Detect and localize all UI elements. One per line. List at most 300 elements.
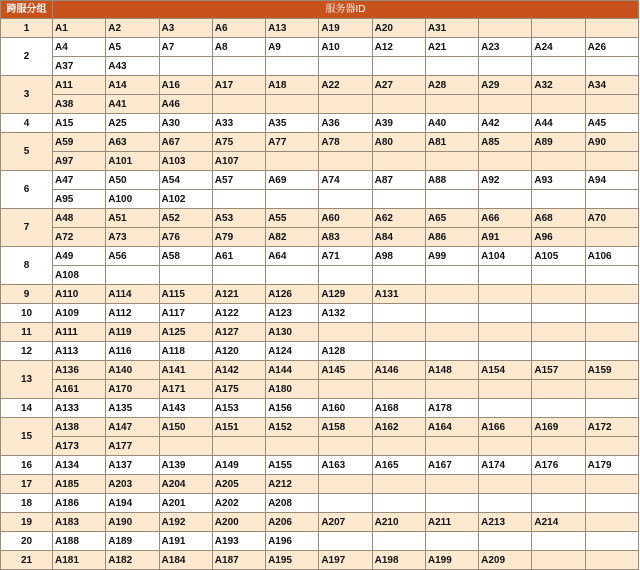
server-id-cell: [532, 399, 585, 418]
server-id-cell: A180: [266, 380, 319, 399]
server-id-cell: A203: [106, 475, 159, 494]
server-id-cell: [585, 380, 638, 399]
server-id-cell: A96: [532, 228, 585, 247]
server-id-cell: [425, 475, 478, 494]
server-id-cell: A208: [266, 494, 319, 513]
server-id-cell: [479, 475, 532, 494]
server-id-cell: [372, 152, 425, 171]
server-id-cell: A182: [106, 551, 159, 570]
server-id-cell: A154: [479, 361, 532, 380]
server-id-cell: [479, 19, 532, 38]
server-id-cell: [532, 342, 585, 361]
server-id-cell: A140: [106, 361, 159, 380]
server-id-cell: A7: [159, 38, 212, 57]
server-id-cell: A67: [159, 133, 212, 152]
server-id-cell: A205: [212, 475, 265, 494]
server-id-cell: A197: [319, 551, 372, 570]
table-row: [1, 152, 639, 171]
server-id-cell: A66: [479, 209, 532, 228]
server-id-cell: [372, 266, 425, 285]
server-id-cell: [372, 494, 425, 513]
group-number-cell: 13: [1, 361, 53, 399]
server-id-cell: A68: [532, 209, 585, 228]
server-id-cell: A204: [159, 475, 212, 494]
server-id-cell: [585, 19, 638, 38]
server-id-cell: A169: [532, 418, 585, 437]
server-id-cell: A25: [106, 114, 159, 133]
server-id-cell: A37: [53, 57, 106, 76]
server-id-cell: A133: [53, 399, 106, 418]
group-number-cell: 16: [1, 456, 53, 475]
table-row: [1, 76, 639, 95]
server-id-cell: [585, 399, 638, 418]
server-id-cell: A103: [159, 152, 212, 171]
server-id-cell: A87: [372, 171, 425, 190]
server-id-cell: [212, 190, 265, 209]
server-id-cell: A77: [266, 133, 319, 152]
server-id-cell: A118: [159, 342, 212, 361]
server-id-cell: A24: [532, 38, 585, 57]
server-id-cell: A60: [319, 209, 372, 228]
server-id-cell: A152: [266, 418, 319, 437]
server-id-cell: A74: [319, 171, 372, 190]
server-id-cell: A44: [532, 114, 585, 133]
server-id-cell: A75: [212, 133, 265, 152]
server-id-cell: [425, 380, 478, 399]
server-id-cell: [532, 494, 585, 513]
server-id-cell: [585, 513, 638, 532]
server-id-cell: A34: [585, 76, 638, 95]
server-id-cell: [479, 152, 532, 171]
server-id-cell: [319, 323, 372, 342]
server-id-cell: A172: [585, 418, 638, 437]
server-id-cell: A200: [212, 513, 265, 532]
server-id-cell: [532, 475, 585, 494]
server-id-cell: A93: [532, 171, 585, 190]
server-id-column-header: 服务器ID: [53, 1, 639, 19]
server-id-cell: A82: [266, 228, 319, 247]
server-id-cell: A79: [212, 228, 265, 247]
server-id-cell: A46: [159, 95, 212, 114]
server-id-cell: A115: [159, 285, 212, 304]
server-id-cell: A86: [425, 228, 478, 247]
server-id-cell: A101: [106, 152, 159, 171]
server-id-cell: A173: [53, 437, 106, 456]
server-id-cell: A148: [425, 361, 478, 380]
server-id-cell: A6: [212, 19, 265, 38]
server-id-cell: A151: [212, 418, 265, 437]
server-id-cell: [372, 57, 425, 76]
server-id-cell: A138: [53, 418, 106, 437]
server-id-cell: A28: [425, 76, 478, 95]
server-id-cell: [319, 494, 372, 513]
server-id-cell: A45: [585, 114, 638, 133]
server-id-cell: A10: [319, 38, 372, 57]
server-id-cell: [372, 380, 425, 399]
server-id-cell: A189: [106, 532, 159, 551]
server-id-cell: [372, 190, 425, 209]
server-id-cell: A8: [212, 38, 265, 57]
server-id-cell: [266, 437, 319, 456]
server-id-cell: A213: [479, 513, 532, 532]
server-id-cell: A43: [106, 57, 159, 76]
server-id-cell: A62: [372, 209, 425, 228]
server-id-cell: A123: [266, 304, 319, 323]
server-id-cell: A155: [266, 456, 319, 475]
server-id-cell: [479, 532, 532, 551]
server-id-cell: [532, 532, 585, 551]
server-id-cell: A83: [319, 228, 372, 247]
server-id-cell: A183: [53, 513, 106, 532]
server-id-cell: A153: [212, 399, 265, 418]
server-id-cell: A199: [425, 551, 478, 570]
server-id-cell: A136: [53, 361, 106, 380]
server-id-cell: A17: [212, 76, 265, 95]
server-id-cell: A59: [53, 133, 106, 152]
server-id-cell: A5: [106, 38, 159, 57]
server-id-cell: A174: [479, 456, 532, 475]
server-id-cell: [479, 437, 532, 456]
server-id-cell: [585, 190, 638, 209]
server-id-cell: [479, 342, 532, 361]
table-row: [1, 304, 639, 323]
group-number-cell: 14: [1, 399, 53, 418]
server-id-cell: [425, 285, 478, 304]
group-number-cell: 20: [1, 532, 53, 551]
group-number-cell: 12: [1, 342, 53, 361]
server-id-cell: [319, 190, 372, 209]
server-id-cell: [266, 57, 319, 76]
server-id-cell: A184: [159, 551, 212, 570]
server-id-cell: A143: [159, 399, 212, 418]
server-id-cell: A187: [212, 551, 265, 570]
server-id-cell: A55: [266, 209, 319, 228]
server-id-cell: A166: [479, 418, 532, 437]
server-id-cell: [479, 57, 532, 76]
server-id-cell: [159, 266, 212, 285]
group-number-cell: 3: [1, 76, 53, 114]
server-id-cell: A22: [319, 76, 372, 95]
group-number-cell: 10: [1, 304, 53, 323]
server-id-cell: A156: [266, 399, 319, 418]
server-id-cell: A4: [53, 38, 106, 57]
server-id-cell: A104: [479, 247, 532, 266]
server-id-cell: A142: [212, 361, 265, 380]
server-id-cell: [532, 95, 585, 114]
server-id-cell: [479, 285, 532, 304]
server-id-cell: [585, 57, 638, 76]
server-id-cell: A157: [532, 361, 585, 380]
server-id-cell: A209: [479, 551, 532, 570]
server-id-cell: A40: [425, 114, 478, 133]
server-id-cell: A162: [372, 418, 425, 437]
server-id-cell: A176: [532, 456, 585, 475]
server-id-cell: A122: [212, 304, 265, 323]
server-id-cell: A119: [106, 323, 159, 342]
server-id-cell: [212, 266, 265, 285]
server-id-cell: A73: [106, 228, 159, 247]
server-id-cell: [585, 228, 638, 247]
server-id-cell: A95: [53, 190, 106, 209]
server-id-cell: A88: [425, 171, 478, 190]
server-id-cell: A57: [212, 171, 265, 190]
server-id-cell: [372, 437, 425, 456]
table-row: [1, 380, 639, 399]
group-number-cell: 9: [1, 285, 53, 304]
table-row: [1, 456, 639, 475]
server-id-cell: [585, 285, 638, 304]
server-id-cell: A141: [159, 361, 212, 380]
group-number-cell: 6: [1, 171, 53, 209]
server-id-cell: [319, 380, 372, 399]
server-id-cell: A16: [159, 76, 212, 95]
server-id-cell: [212, 95, 265, 114]
server-id-cell: [585, 437, 638, 456]
server-id-cell: [532, 266, 585, 285]
server-id-cell: A20: [372, 19, 425, 38]
server-id-cell: A137: [106, 456, 159, 475]
server-id-cell: A26: [585, 38, 638, 57]
table-row: [1, 513, 639, 532]
server-id-cell: A42: [479, 114, 532, 133]
server-id-cell: [585, 323, 638, 342]
server-id-cell: [212, 57, 265, 76]
server-id-cell: A207: [319, 513, 372, 532]
server-id-cell: A19: [319, 19, 372, 38]
server-id-cell: [585, 551, 638, 570]
server-id-cell: A111: [53, 323, 106, 342]
server-id-cell: [532, 285, 585, 304]
group-number-cell: 17: [1, 475, 53, 494]
server-id-cell: A179: [585, 456, 638, 475]
group-number-cell: 8: [1, 247, 53, 285]
server-id-cell: [266, 266, 319, 285]
server-id-cell: A170: [106, 380, 159, 399]
server-id-cell: [479, 380, 532, 399]
server-id-cell: [585, 475, 638, 494]
server-id-cell: A201: [159, 494, 212, 513]
table-row: [1, 114, 639, 133]
server-id-cell: [266, 95, 319, 114]
server-id-cell: A206: [266, 513, 319, 532]
server-id-cell: [159, 57, 212, 76]
server-id-cell: A61: [212, 247, 265, 266]
server-id-cell: [479, 494, 532, 513]
server-id-cell: A129: [319, 285, 372, 304]
server-id-cell: A145: [319, 361, 372, 380]
table-row: [1, 418, 639, 437]
table-row: [1, 190, 639, 209]
server-id-cell: [372, 95, 425, 114]
server-id-cell: A69: [266, 171, 319, 190]
server-id-cell: A78: [319, 133, 372, 152]
server-id-cell: A100: [106, 190, 159, 209]
server-id-cell: [479, 266, 532, 285]
server-id-cell: A125: [159, 323, 212, 342]
server-id-cell: A35: [266, 114, 319, 133]
server-id-cell: A146: [372, 361, 425, 380]
server-id-cell: [532, 323, 585, 342]
server-id-cell: A211: [425, 513, 478, 532]
server-id-cell: A159: [585, 361, 638, 380]
server-id-cell: A98: [372, 247, 425, 266]
server-id-cell: A27: [372, 76, 425, 95]
table-row: [1, 133, 639, 152]
group-number-cell: 7: [1, 209, 53, 247]
server-id-cell: A94: [585, 171, 638, 190]
server-id-cell: [266, 152, 319, 171]
server-id-cell: A163: [319, 456, 372, 475]
server-id-cell: A54: [159, 171, 212, 190]
server-id-cell: A63: [106, 133, 159, 152]
group-number-cell: 18: [1, 494, 53, 513]
server-id-cell: A177: [106, 437, 159, 456]
server-id-cell: A38: [53, 95, 106, 114]
server-id-cell: A165: [372, 456, 425, 475]
server-id-cell: A39: [372, 114, 425, 133]
server-id-cell: A132: [319, 304, 372, 323]
group-column-header: 跨服分组: [1, 1, 53, 19]
server-id-cell: A171: [159, 380, 212, 399]
server-id-cell: [585, 266, 638, 285]
server-id-cell: A9: [266, 38, 319, 57]
server-id-cell: A2: [106, 19, 159, 38]
server-id-cell: [585, 494, 638, 513]
server-id-cell: [319, 152, 372, 171]
server-id-cell: [479, 323, 532, 342]
server-id-cell: A212: [266, 475, 319, 494]
table-row: [1, 19, 639, 38]
table-row: [1, 285, 639, 304]
server-id-cell: A31: [425, 19, 478, 38]
server-id-cell: A14: [106, 76, 159, 95]
server-id-cell: A175: [212, 380, 265, 399]
server-id-cell: [372, 323, 425, 342]
server-id-cell: A150: [159, 418, 212, 437]
server-id-cell: A49: [53, 247, 106, 266]
server-id-cell: A84: [372, 228, 425, 247]
server-id-cell: [372, 532, 425, 551]
server-id-cell: A158: [319, 418, 372, 437]
server-id-cell: [319, 532, 372, 551]
server-id-cell: A56: [106, 247, 159, 266]
server-id-cell: A134: [53, 456, 106, 475]
group-number-cell: 1: [1, 19, 53, 38]
server-id-cell: A128: [319, 342, 372, 361]
server-id-cell: A185: [53, 475, 106, 494]
server-id-cell: A15: [53, 114, 106, 133]
server-id-cell: A48: [53, 209, 106, 228]
server-id-cell: [319, 437, 372, 456]
server-id-cell: A33: [212, 114, 265, 133]
server-id-cell: A164: [425, 418, 478, 437]
server-id-cell: A80: [372, 133, 425, 152]
server-id-cell: A120: [212, 342, 265, 361]
table-row: [1, 209, 639, 228]
server-id-cell: [479, 399, 532, 418]
server-id-cell: A99: [425, 247, 478, 266]
server-id-cell: A192: [159, 513, 212, 532]
server-id-cell: [425, 532, 478, 551]
server-id-cell: A124: [266, 342, 319, 361]
server-id-cell: A194: [106, 494, 159, 513]
server-id-cell: [532, 304, 585, 323]
server-id-cell: A32: [532, 76, 585, 95]
server-id-cell: A160: [319, 399, 372, 418]
server-id-cell: A116: [106, 342, 159, 361]
server-id-cell: A92: [479, 171, 532, 190]
server-id-cell: A202: [212, 494, 265, 513]
server-id-cell: A30: [159, 114, 212, 133]
server-id-cell: [532, 190, 585, 209]
server-id-cell: A12: [372, 38, 425, 57]
table-row: [1, 399, 639, 418]
server-id-cell: [425, 494, 478, 513]
server-id-cell: A90: [585, 133, 638, 152]
server-id-cell: [479, 304, 532, 323]
server-id-cell: A186: [53, 494, 106, 513]
server-id-cell: A114: [106, 285, 159, 304]
server-id-cell: [479, 95, 532, 114]
server-id-cell: A41: [106, 95, 159, 114]
server-id-cell: [319, 57, 372, 76]
server-id-cell: A121: [212, 285, 265, 304]
server-id-cell: A52: [159, 209, 212, 228]
server-id-cell: [585, 95, 638, 114]
table-body: [1, 19, 639, 570]
server-id-cell: A71: [319, 247, 372, 266]
table-row: [1, 437, 639, 456]
table-row: [1, 361, 639, 380]
server-id-cell: [425, 152, 478, 171]
server-id-cell: [425, 342, 478, 361]
server-id-cell: A144: [266, 361, 319, 380]
server-id-cell: A107: [212, 152, 265, 171]
server-id-cell: [425, 323, 478, 342]
server-id-cell: [159, 437, 212, 456]
server-id-cell: A72: [53, 228, 106, 247]
server-id-cell: [425, 95, 478, 114]
group-number-cell: 4: [1, 114, 53, 133]
server-id-cell: [372, 304, 425, 323]
server-id-cell: A21: [425, 38, 478, 57]
server-id-cell: [212, 437, 265, 456]
server-id-cell: A161: [53, 380, 106, 399]
server-id-cell: [106, 266, 159, 285]
server-id-cell: [479, 190, 532, 209]
server-id-cell: A1: [53, 19, 106, 38]
server-id-cell: A131: [372, 285, 425, 304]
server-id-cell: A3: [159, 19, 212, 38]
server-id-cell: A188: [53, 532, 106, 551]
server-id-cell: A105: [532, 247, 585, 266]
table-row: [1, 247, 639, 266]
server-id-cell: [425, 190, 478, 209]
server-id-cell: A106: [585, 247, 638, 266]
server-id-cell: A135: [106, 399, 159, 418]
server-id-cell: A113: [53, 342, 106, 361]
server-id-cell: [319, 95, 372, 114]
server-id-cell: A85: [479, 133, 532, 152]
server-id-cell: A168: [372, 399, 425, 418]
table-row: [1, 532, 639, 551]
server-id-cell: A97: [53, 152, 106, 171]
server-id-cell: [266, 190, 319, 209]
table-row: [1, 38, 639, 57]
server-id-cell: A58: [159, 247, 212, 266]
server-id-cell: A51: [106, 209, 159, 228]
server-id-cell: A65: [425, 209, 478, 228]
